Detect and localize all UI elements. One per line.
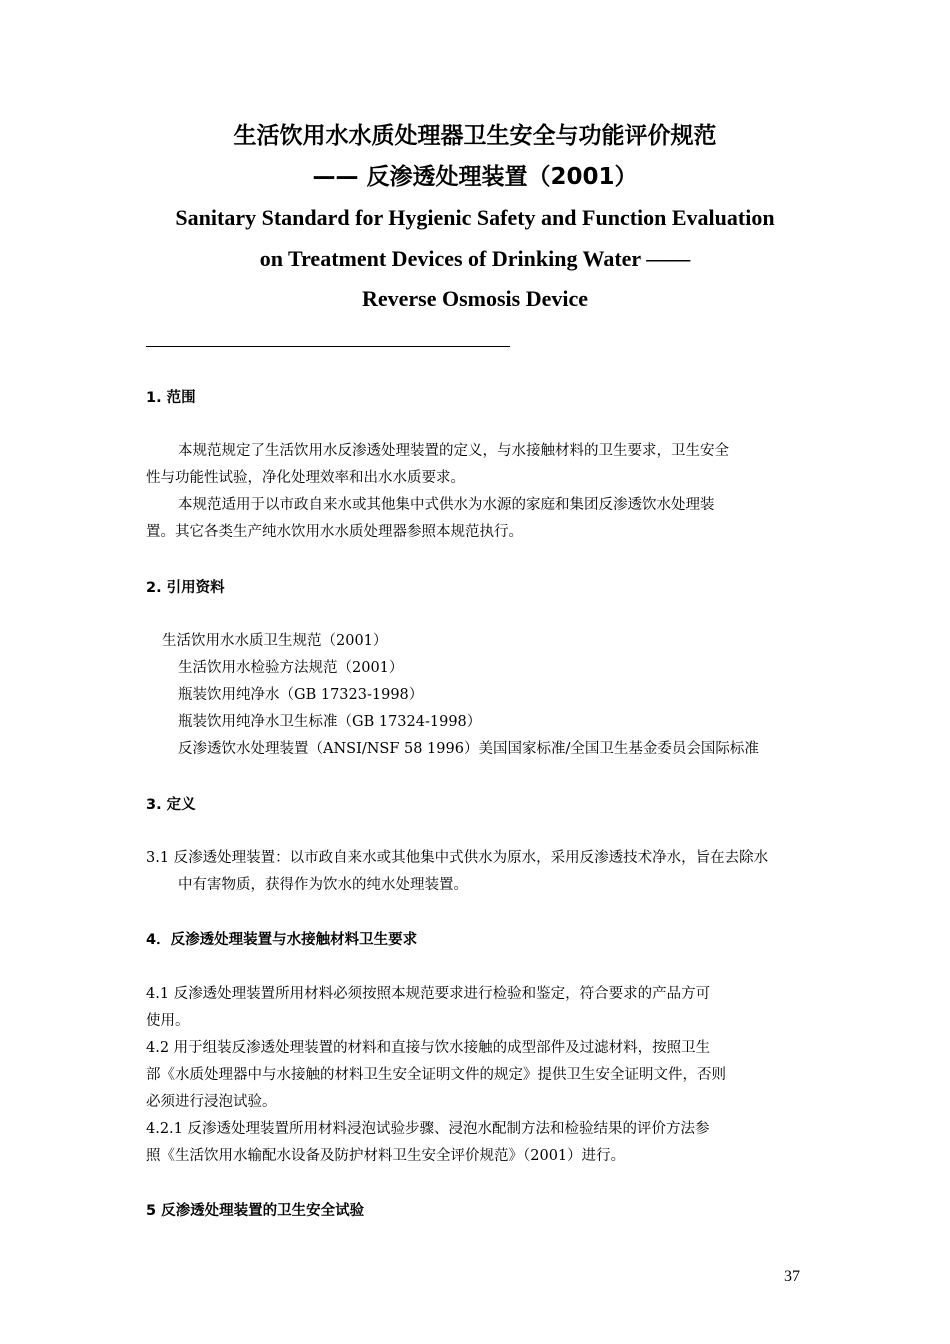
page-number: 37: [784, 1268, 800, 1285]
section-2-heading: 2. 引用资料: [146, 580, 225, 596]
title-en-line2: on Treatment Devices of Drinking Water ——: [259, 246, 691, 271]
definition-3-1-line-1: 3.1 反渗透处理装置：以市政自来水或其他集中式供水为原水，采用反渗透技术净水，旨在去除水: [146, 850, 769, 866]
section-1-heading: 1. 范围: [146, 390, 196, 406]
section-1-paragraph-1-line-2: 性与功能性试验，净化处理效率和出水水质要求。: [146, 470, 465, 486]
reference-item: 瓶装饮用纯净水卫生标准（GB 17324-1998）: [178, 714, 482, 730]
section-1-paragraph-2-line-1: 本规范适用于以市政自来水或其他集中式供水为水源的家庭和集团反渗透饮水处理装: [178, 497, 715, 513]
reference-item: 生活饮用水检验方法规范（2001）: [178, 660, 404, 676]
clause-4-2-line-2: 部《水质处理器中与水接触的材料卫生安全证明文件的规定》提供卫生安全证明文件，否则: [146, 1067, 726, 1083]
clause-4-1-line-1: 4.1 反渗透处理装置所用材料必须按照本规范要求进行检验和鉴定，符合要求的产品方可: [146, 986, 711, 1002]
section-5-heading: 5 反渗透处理装置的卫生安全试验: [146, 1203, 365, 1219]
section-1-paragraph-1-line-1: 本规范规定了生活饮用水反渗透处理装置的定义，与水接触材料的卫生要求，卫生安全: [178, 443, 729, 459]
title-divider: [146, 346, 510, 347]
clause-4-1-line-2: 使用。: [146, 1013, 190, 1029]
section-1-paragraph-2-line-2: 置。其它各类生产纯水饮用水水质处理器参照本规范执行。: [146, 524, 523, 540]
title-cn-line2: —— 反渗透处理装置（2001）: [312, 164, 638, 190]
reference-item: 瓶装饮用纯净水（GB 17323-1998）: [178, 687, 424, 703]
title-cn-line1: 生活饮用水水质处理器卫生安全与功能评价规范: [233, 123, 717, 149]
clause-4-2-line-3: 必须进行浸泡试验。: [146, 1094, 277, 1110]
section-4-heading: 4．反渗透处理装置与水接触材料卫生要求: [146, 932, 418, 948]
reference-item: 生活饮用水水质卫生规范（2001）: [162, 633, 388, 649]
definition-3-1-line-2: 中有害物质，获得作为饮水的纯水处理装置。: [178, 877, 468, 893]
section-3-heading: 3. 定义: [146, 797, 196, 813]
clause-4-2-1-line-2: 照《生活饮用水输配水设备及防护材料卫生安全评价规范》（2001）进行。: [146, 1148, 626, 1164]
title-en-line3: Reverse Osmosis Device: [361, 286, 589, 311]
clause-4-2-1-line-1: 4.2.1 反渗透处理装置所用材料浸泡试验步骤、浸泡水配制方法和检验结果的评价方法参: [146, 1121, 710, 1137]
reference-item: 反渗透饮水处理装置（ANSI/NSF 58 1996）美国国家标准/全国卫生基金委员会国际标准: [178, 741, 759, 757]
title-en-line1: Sanitary Standard for Hygienic Safety and Function Evaluation: [175, 205, 775, 230]
clause-4-2-line-1: 4.2 用于组装反渗透处理装置的材料和直接与饮水接触的成型部件及过滤材料，按照卫生: [146, 1040, 711, 1056]
